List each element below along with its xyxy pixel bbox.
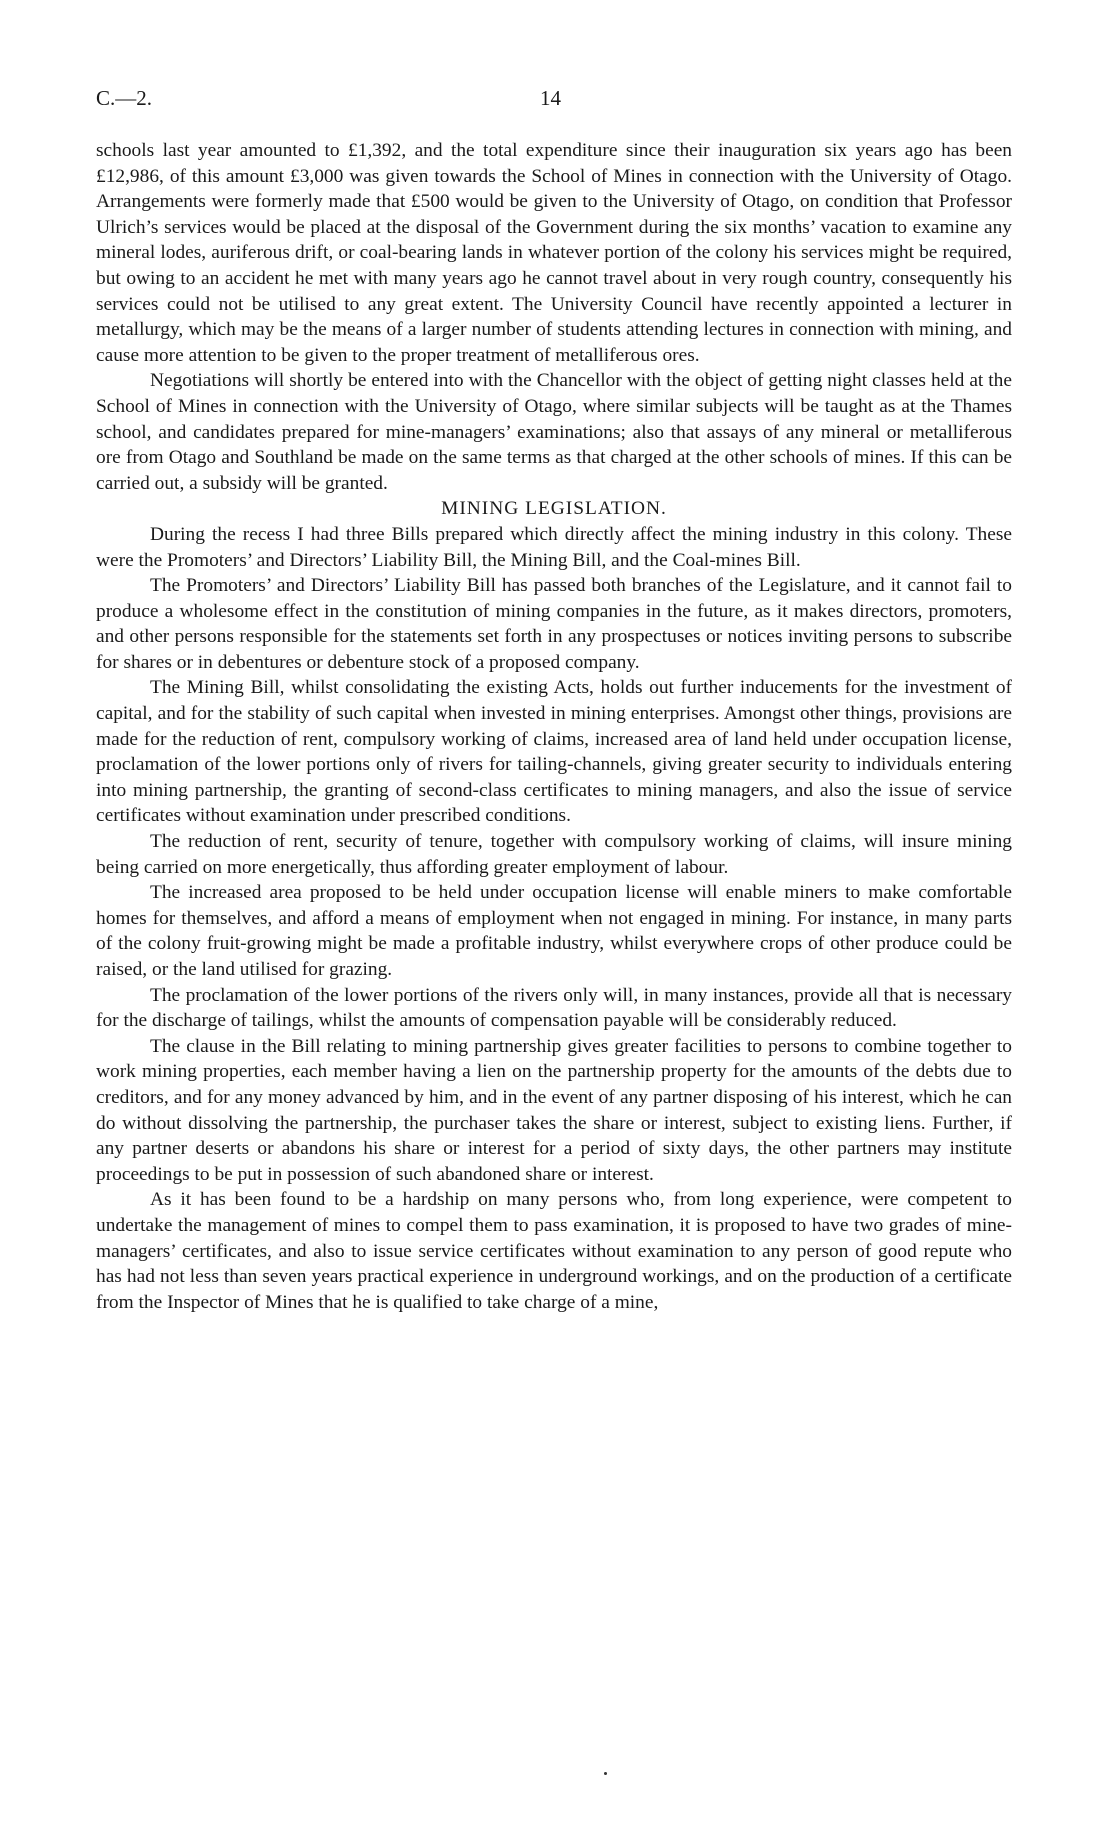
paragraph-schools-expenditure: schools last year amounted to £1,392, and the total expenditure since their inauguration six years ago has been £12,986, of this amount £3,000 was given towards the School of Mines in connection with the University of Otago. Arrangements were formerly made that £500 would be given to the University of Otago, on condition that Professor Ulrich’s services would be placed at the disposal of the Government during the six months’ vacation to examine any mineral lodes, auriferous drift, or coal-bearing lands in whatever portion of the colony his services might be required, but owing to an accident he met with many years ago he cannot travel about in very rough country, consequently his services could not be utilised to any great extent. The University Council have recently appointed a lecturer in metallurgy, which may be the means of a larger number of students attending lectures in connection with mining, and cause more attention to be given to the proper treatment of metalliferous ores. <box>96 140 1012 366</box>
paragraph-mining-partnership: The clause in the Bill relating to mining partnership gives greater facilities to persons to combine together to work mining properties, each member having a lien on the partnership property for the amounts of the debts due to creditors, and for any money advanced by him, and in the event of any partner disposing of his interest, which he can do without dissolving the partnership, the purchaser takes the share or interest, subject to existing liens. Further, if any partner deserts or abandons his share or interest for a period of sixty days, the other partners may institute proceedings to be put in possession of such abandoned share or interest. <box>96 1035 1012 1185</box>
paragraph-negotiations: Negotiations will shortly be entered into with the Chancellor with the object of getting night classes held at the School of Mines in connection with the University of Otago, where similar subjects will be taught as at the Thames school, and candidates prepared for mine-managers’ examinations; also that assays of any mineral or metalliferous ore from Otago and Southland be made on the same terms as that charged at the other schools of mines. If this can be carried out, a subsidy will be granted. <box>96 370 1012 494</box>
page-header <box>96 86 1012 116</box>
document-body <box>96 138 1012 1315</box>
stray-print-mark <box>604 1772 607 1775</box>
paragraph-mining-bill: The Mining Bill, whilst consolidating the existing Acts, holds out further inducements for the investment of capital, and for the stability of such capital when invested in mining enterprises. Amongst other things, provisions are made for the reduction of rent, compulsory working of claims, increased area of land held under occupation license, proclamation of the lower portions only of rivers for tailing-channels, giving greater security to individuals entering into mining partnership, the granting of second-class certificates to mining managers, and also the issue of service certificates without examination under prescribed conditions. <box>96 677 1012 827</box>
page-number: 14 <box>540 86 561 110</box>
paragraph-reduction-of-rent: The reduction of rent, security of tenure, together with compulsory working of claims, will insure mining being carried on more energetically, thus affording greater employment of labour. <box>96 831 1012 878</box>
paragraph-three-bills: During the recess I had three Bills prepared which directly affect the mining industry in this colony. These were the Promoters’ and Directors’ Liability Bill, the Mining Bill, and the Coal-mines Bill. <box>96 523 1012 571</box>
parliamentary-paper-reference: C.—2. <box>96 86 153 110</box>
paragraph-liability-bill: The Promoters’ and Directors’ Liability Bill has passed both branches of the Legislature, and it cannot fail to produce a wholesome effect in the constitution of mining companies in the future, as it makes directors, promoters, and other persons responsible for the statements set forth in any prospectuses or notices inviting persons to subscribe for shares or in debentures or debenture stock of a proposed company. <box>96 575 1012 673</box>
section-heading: MINING LEGISLATION. <box>441 498 667 520</box>
paragraph-occupation-license: The increased area proposed to be held under occupation license will enable miners to make comfortable homes for themselves, and afford a means of employment when not engaged in mining. For instance, in many parts of the colony fruit-growing might be made a profitable industry, whilst everywhere crops of other produce could be raised, or the land utilised for grazing. <box>96 882 1012 980</box>
paragraph-rivers-proclamation: The proclamation of the lower portions of the rivers only will, in many instances, provide all that is necessary for the discharge of tailings, whilst the amounts of compensation payable will be considerably reduced. <box>96 984 1012 1032</box>
paragraph-managers-certificates: As it has been found to be a hardship on many persons who, from long experience, were competent to undertake the management of mines to compel them to pass examination, it is proposed to have two grades of mine-managers’ certificates, and also to issue service certificates without examination to any person of good repute who has had not less than seven years practical experience in underground workings, and on the production of a certificate from the Inspector of Mines that he is qualified to take charge of a mine, <box>96 1189 1012 1313</box>
